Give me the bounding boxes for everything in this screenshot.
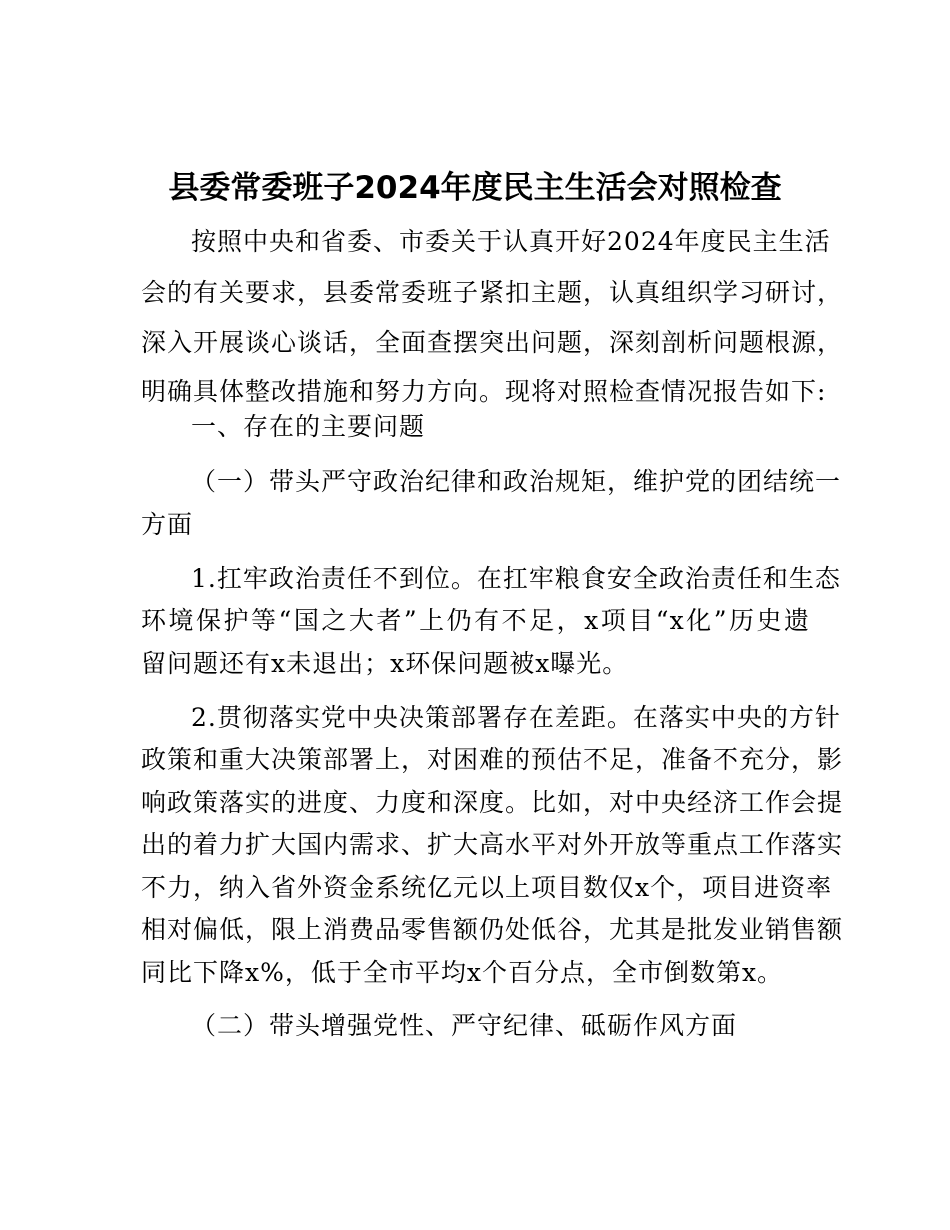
section-heading: 一、存在的主要问题 [191,412,426,441]
text-line: 环境保护等“国之大者”上仍有不足，x项目“x化”历史遗 [141,606,810,635]
subsection-heading: （一）带头严守政治纪律和政治规矩，维护党的团结统一 [191,467,842,496]
text-line: 1.扛牢政治责任不到位。在扛牢粮食安全政治责任和生态 [191,564,841,593]
text-line: 明确具体整改措施和努力方向。现将对照检查情况报告如下: [141,377,827,406]
subsection-heading-continued: 方面 [141,510,194,539]
text-line: 按照中央和省委、市委关于认真开好2024年度民主生活 [191,227,831,256]
text-line: 会的有关要求，县委常委班子紧扣主题，认真组织学习研讨， [141,278,844,307]
text-line: 2.贯彻落实党中央决策部署存在差距。在落实中央的方针 [191,703,841,732]
document-title: 县委常委班子2024年度民主生活会对照检查 [168,170,782,206]
text-line: 深入开展谈心谈话，全面查摆突出问题，深刻剖析问题根源， [141,328,844,357]
text-line: 相对偏低，限上消费品零售额仍处低谷，尤其是批发业销售额 [141,915,844,944]
text-line: 政策和重大决策部署上，对困难的预估不足，准备不充分，影 [141,745,844,774]
text-line: 出的着力扩大国内需求、扩大高水平对外开放等重点工作落实 [141,830,844,859]
text-line: 响政策落实的进度、力度和深度。比如，对中央经济工作会提 [141,788,844,817]
text-line: 不力，纳入省外资金系统亿元以上项目数仅x个，项目进资率 [141,873,833,902]
text-line: 留问题还有x未退出；x环保问题被x曝光。 [141,649,629,678]
subsection-heading: （二）带头增强党性、严守纪律、砥砺作风方面 [191,1011,738,1040]
text-line: 同比下降x%，低于全市平均x个百分点，全市倒数第x。 [141,958,784,987]
